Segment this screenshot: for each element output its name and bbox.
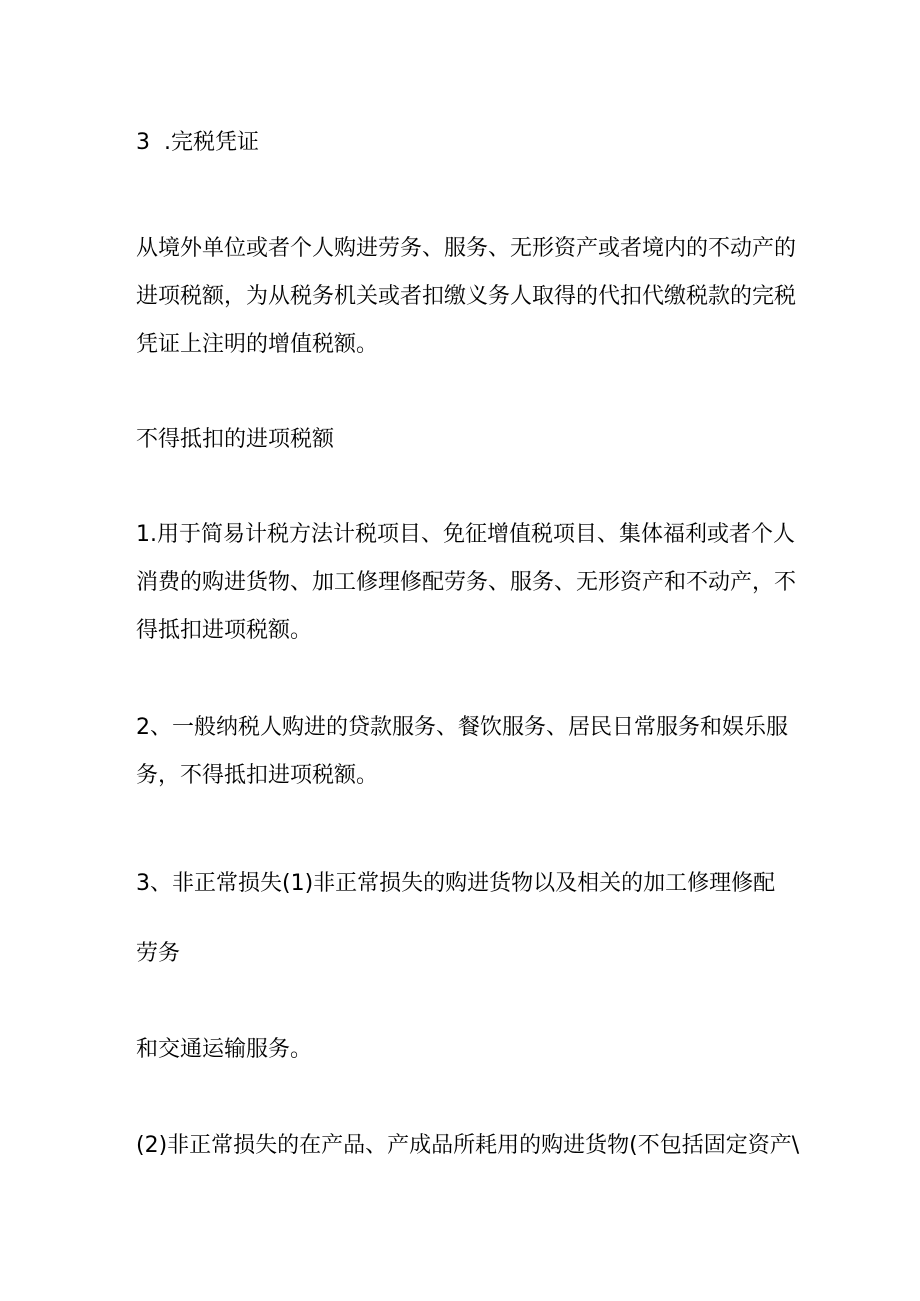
paragraph-item-2: 2、一般纳税人购进的贷款服务、餐饮服务、居民日常服务和娱乐服务，不得抵扣进项税额。 [136, 715, 788, 788]
paragraph-item-3-continued: 和交通运输服务。 [136, 1037, 313, 1062]
section-heading-non-deductible: 不得抵扣的进项税额 [136, 427, 335, 452]
paragraph-item-3: 3、非正常损失(1)非正常损失的购进货物以及相关的加工修理修配劳务 [136, 871, 776, 966]
paragraph-tax-certificate-description: 从境外单位或者个人购进劳务、服务、无形资产或者境内的不动产的进项税额，为从税务机关或者扣缴义务人取得的代扣代缴税款的完税凭证上注明的增值税额。 [136, 236, 797, 357]
paragraph-item-3-sub-2: (2)非正常损失的在产品、产成品所耗用的购进货物(不包括固定资产\ [136, 1133, 800, 1158]
paragraph-item-1: 1.用于简易计税方法计税项目、免征增值税项目、集体福利或者个人消费的购进货物、加工修理修配劳务、服务、无形资产和不动产，不得抵扣进项税额。 [136, 522, 797, 643]
section-heading-tax-certificate: 3 .完税凭证 [136, 130, 259, 155]
